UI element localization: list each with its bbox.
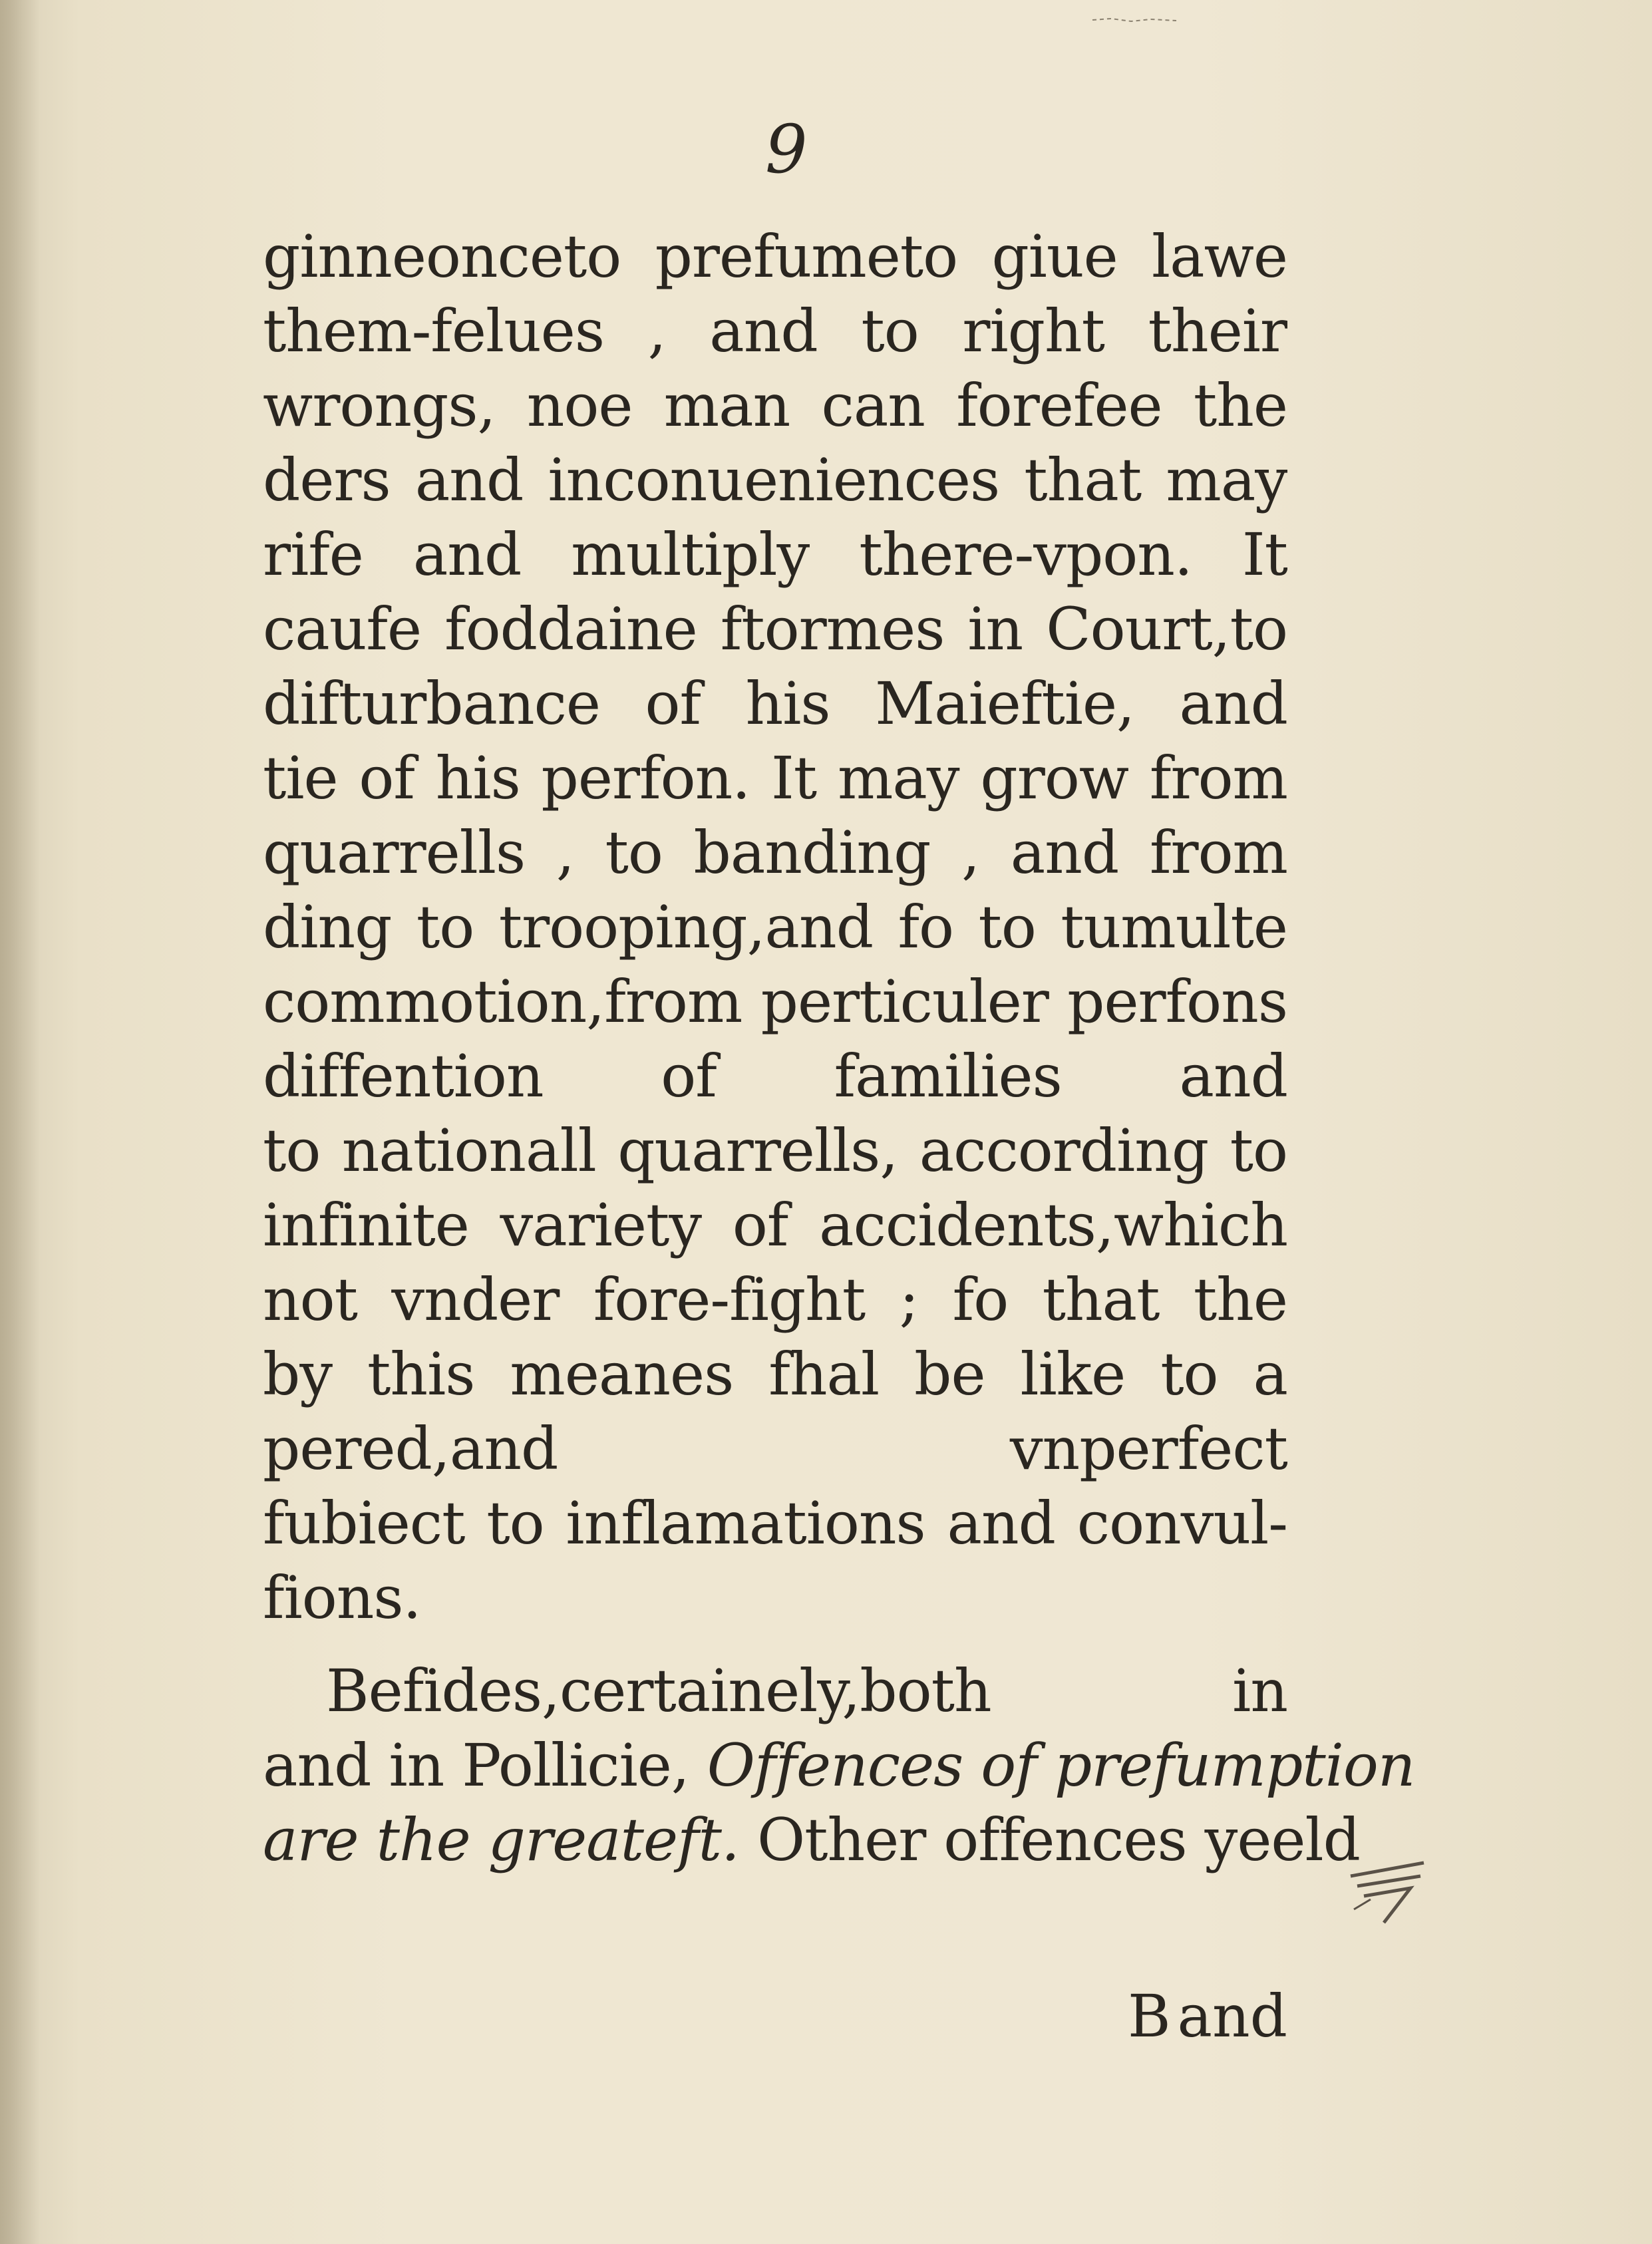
text-line: Befides,certainely,both in	[326, 1657, 1287, 1725]
text-line: difturbance of his Maieftie, and	[263, 669, 1287, 738]
text-italic-emphasis: Offences of prefumption	[707, 1731, 1415, 1800]
top-edge-mark	[1091, 13, 1178, 27]
text-line: quarrells , to banding , and from	[263, 818, 1287, 887]
text-line: fubiect to inflamations and convul-	[263, 1489, 1287, 1557]
body-text	[263, 220, 1415, 1877]
signature-mark: B	[1128, 1982, 1171, 2050]
text-line-mixed	[263, 1803, 1360, 1877]
paragraph-break	[263, 1635, 1287, 1654]
handwritten-margin-mark-icon	[1344, 1849, 1444, 1936]
text-line: ding to trooping,and fo to tumulte	[263, 893, 1287, 961]
text-line: rife and multiply there-vpon. It	[263, 520, 1287, 589]
text-line: caufe foddaine ftormes in Court,to	[263, 595, 1287, 663]
text-line-mixed	[263, 1728, 1415, 1803]
text-line: ders and inconueniences that may	[263, 446, 1287, 514]
text-line: tie of his perfon. It may grow from	[263, 744, 1287, 812]
text-line: ginneonceto prefumeto giue lawe	[263, 222, 1287, 291]
text-line: not vnder fore-fight ; fo that the	[263, 1265, 1287, 1334]
text-line: infinite variety of accidents,which	[263, 1191, 1287, 1259]
text-line: them-felues , and to right their	[263, 297, 1287, 365]
catchword: and	[1177, 1982, 1287, 2050]
text-line: wrongs, noe man can forefee the	[263, 371, 1287, 440]
page-number: 9	[765, 110, 808, 188]
text-line: by this meanes fhal be like to a	[263, 1340, 1287, 1408]
page-footer	[263, 1979, 1287, 2054]
text-italic-emphasis: are the greateft.	[263, 1806, 739, 1874]
text-line: pered,and vnperfect	[263, 1414, 1287, 1483]
page-gutter-shadow	[0, 0, 40, 2244]
text-line: diffention of families and	[263, 1042, 1287, 1110]
text-line: fions.	[263, 1563, 421, 1632]
text-line: commotion,from perticuler perfons	[263, 967, 1287, 1036]
text-line: to nationall quarrells, according to	[263, 1116, 1287, 1185]
text-roman: and in Pollicie,	[263, 1731, 689, 1800]
text-roman: Other offences yeeld	[756, 1806, 1360, 1874]
